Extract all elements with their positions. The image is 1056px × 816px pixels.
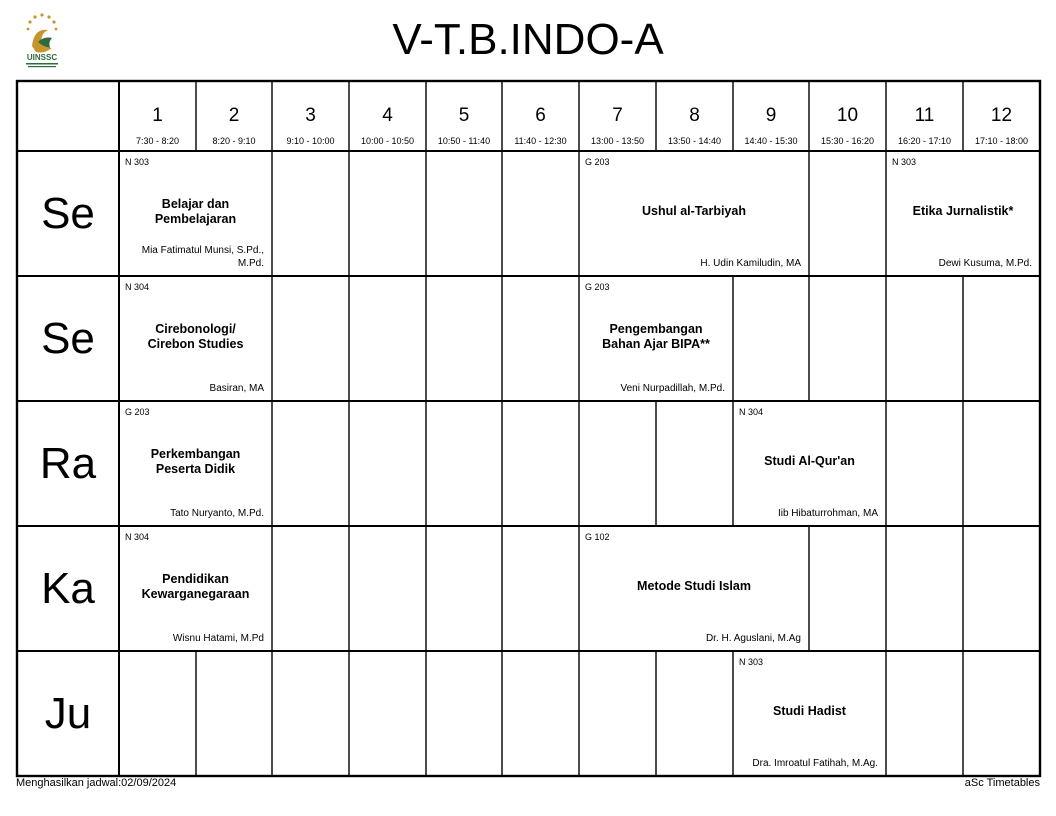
day-label: Se (41, 313, 95, 363)
period-number: 3 (305, 105, 316, 126)
period-time: 10:00 - 10:50 (360, 136, 415, 146)
period-time: 13:00 - 13:50 (590, 136, 645, 146)
period-number: 2 (228, 105, 240, 126)
subject-name: Studi Al-Qur'an (764, 454, 855, 468)
lesson-card[interactable] (119, 151, 272, 276)
period-number: 10 (836, 105, 859, 126)
period-time: 15:30 - 16:20 (820, 136, 875, 146)
subject-name: Belajar dan Pembelajaran (154, 197, 237, 226)
lesson-card[interactable] (119, 526, 272, 651)
teacher-name: H. Udin Kamiludin, MA (700, 258, 801, 269)
teacher-name: Mia Fatimatul Munsi, S.Pd., M.Pd. (141, 245, 264, 269)
period-time: 9:10 - 10:00 (286, 136, 335, 146)
teacher-name: Basiran, MA (209, 383, 264, 394)
room-label: N 304 (125, 282, 150, 292)
day-label: Se (41, 188, 95, 238)
lesson-card[interactable] (579, 526, 809, 651)
page-title: V-T.B.INDO-A (392, 15, 664, 64)
generated-date: Menghasilkan jadwal:02/09/2024 (16, 777, 177, 789)
period-time: 13:50 - 14:40 (667, 136, 722, 146)
subject-name: Pengembangan Bahan Ajar BIPA** (602, 322, 710, 351)
room-label: G 203 (125, 407, 150, 417)
room-label: N 303 (125, 157, 150, 167)
lesson-card[interactable] (579, 276, 733, 401)
period-number: 8 (689, 105, 700, 126)
day-label: Ju (44, 688, 92, 738)
subject-name: Metode Studi Islam (637, 579, 751, 593)
period-time: 14:40 - 15:30 (744, 136, 798, 146)
subject-name: Pendidikan Kewarganegaraan (141, 572, 250, 601)
lesson-card[interactable] (119, 401, 272, 526)
period-number: 6 (535, 105, 546, 126)
room-label: N 303 (892, 157, 917, 167)
period-number: 7 (612, 105, 623, 126)
room-label: N 304 (739, 407, 764, 417)
lesson-card[interactable] (733, 401, 886, 526)
subject-name: Studi Hadist (773, 704, 846, 718)
subject-name: Ushul al-Tarbiyah (642, 204, 746, 218)
period-number: 12 (990, 105, 1013, 126)
period-time: 16:20 - 17:10 (897, 136, 952, 146)
teacher-name: Dra. Imroatul Fatihah, M.Ag. (752, 758, 878, 769)
lesson-card[interactable] (579, 151, 809, 276)
period-number: 9 (765, 105, 777, 126)
period-time: 17:10 - 18:00 (974, 136, 1029, 146)
period-number: 1 (152, 105, 163, 126)
lesson-card[interactable] (886, 151, 1040, 276)
period-time: 8:20 - 9:10 (212, 136, 256, 146)
lesson-card[interactable] (733, 651, 886, 776)
period-time: 10:50 - 11:40 (437, 136, 491, 146)
period-number: 4 (382, 105, 393, 126)
period-number: 11 (914, 105, 935, 126)
room-label: G 102 (585, 532, 610, 542)
period-time: 7:30 - 8:20 (135, 136, 180, 146)
room-label: N 303 (739, 657, 764, 667)
teacher-name: Iib Hibaturrohman, MA (777, 508, 878, 519)
logo-text: UINSSC (26, 53, 58, 62)
day-label: Ra (39, 438, 97, 488)
room-label: N 304 (125, 532, 150, 542)
room-label: G 203 (585, 157, 610, 167)
teacher-name: Veni Nurpadillah, M.Pd. (620, 383, 725, 394)
brand-label: aSc Timetables (964, 777, 1040, 789)
teacher-name: Tato Nuryanto, M.Pd. (170, 508, 264, 519)
subject-name: Etika Jurnalistik* (912, 204, 1014, 218)
room-label: G 203 (585, 282, 610, 292)
subject-name: Perkembangan Peserta Didik (150, 447, 241, 476)
lesson-card[interactable] (119, 276, 272, 401)
teacher-name: Dewi Kusuma, M.Pd. (938, 258, 1032, 269)
period-number: 5 (458, 105, 470, 126)
subject-name: Cirebonologi/ Cirebon Studies (147, 322, 244, 351)
period-time: 11:40 - 12:30 (514, 136, 567, 146)
teacher-name: Dr. H. Aguslani, M.Ag (705, 633, 801, 644)
day-label: Ka (41, 563, 95, 613)
teacher-name: Wisnu Hatami, M.Pd (172, 633, 264, 644)
